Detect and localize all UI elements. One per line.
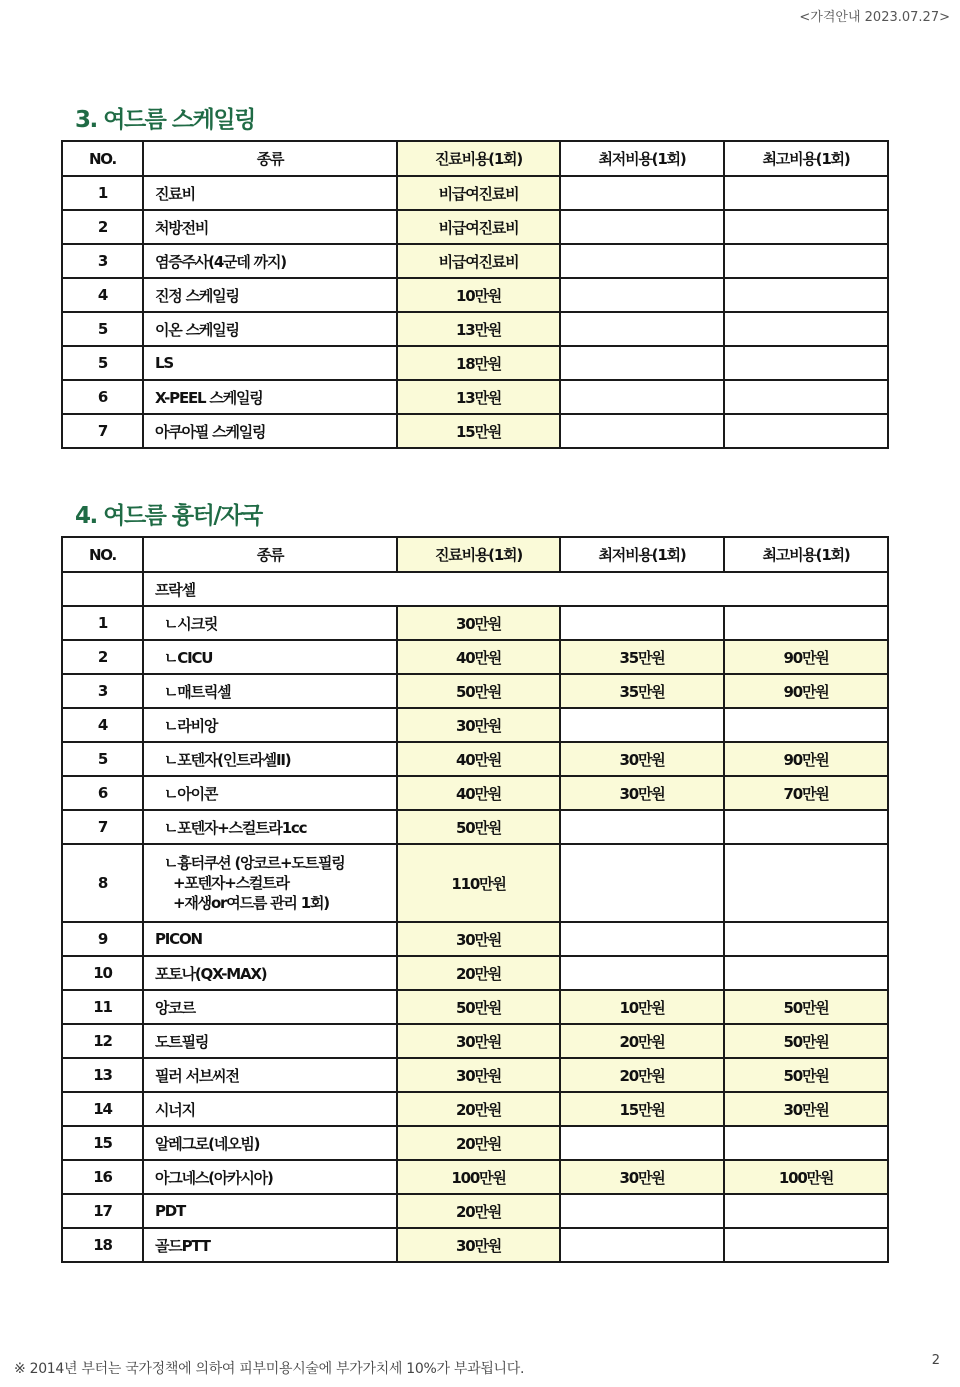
row-no: 18 [62,1228,143,1262]
table-row [62,640,888,674]
row-max [724,414,888,448]
row-max: 70만원 [724,776,888,810]
row-no: 4 [62,708,143,742]
row-no: 12 [62,1024,143,1058]
row-no: 9 [62,922,143,956]
row-fee: 20만원 [397,1194,560,1228]
row-fee: 18만원 [397,346,560,380]
row-fee: 20만원 [397,956,560,990]
row-fee: 13만원 [397,312,560,346]
row-name: 아그네스(아카시아) [143,1160,397,1194]
row-no: 2 [62,210,143,244]
row-min [560,922,724,956]
row-fee: 30만원 [397,606,560,640]
row-no: 8 [62,844,143,922]
row-name: 염증주사(4군데 까지) [143,244,397,278]
table-row [62,810,888,844]
row-min [560,278,724,312]
table-row [62,1160,888,1194]
table-row [62,176,888,210]
row-fee: 비급여진료비 [397,210,560,244]
row-max: 50만원 [724,1024,888,1058]
table-row [62,1092,888,1126]
row-max [724,922,888,956]
combo-line-2: +포텐자+스컬트라 [173,874,289,892]
row-name: ㄴ포텐자+스컬트라1cc [143,810,397,844]
row-min [560,210,724,244]
row-min: 10만원 [560,990,724,1024]
row-min [560,244,724,278]
row-name: X-PEEL 스케일링 [143,380,397,414]
row-no: 5 [62,346,143,380]
row-fee: 20만원 [397,1126,560,1160]
acne-scar-price-table [61,536,889,1263]
row-min: 20만원 [560,1058,724,1092]
row-name: ㄴ포텐자(인트라셀II) [143,742,397,776]
table-row [62,1058,888,1092]
row-min: 30만원 [560,742,724,776]
row-fee: 40만원 [397,776,560,810]
row-fee: 30만원 [397,708,560,742]
row-name: 아쿠아필 스케일링 [143,414,397,448]
table-row [62,674,888,708]
row-name: 이온 스케일링 [143,312,397,346]
row-name: ㄴ아이콘 [143,776,397,810]
row-name: ㄴ라비앙 [143,708,397,742]
table-row [62,776,888,810]
row-max: 30만원 [724,1092,888,1126]
col-header-type: 종류 [143,141,397,176]
col-header-min: 최저비용(1회) [560,537,724,572]
price-notice-date: <가격안내 2023.07.27> [799,10,950,25]
row-max [724,844,888,922]
row-max [724,380,888,414]
row-min [560,956,724,990]
row-no: 17 [62,1194,143,1228]
row-max: 50만원 [724,990,888,1024]
row-no: 11 [62,990,143,1024]
row-max [724,312,888,346]
col-header-min: 최저비용(1회) [560,141,724,176]
row-min [560,606,724,640]
table-row [62,922,888,956]
row-fee: 110만원 [397,844,560,922]
row-max [724,244,888,278]
table-row [62,244,888,278]
row-name: ㄴ매트릭셀 [143,674,397,708]
row-max [724,1194,888,1228]
row-fee: 30만원 [397,1058,560,1092]
group-row-fraxel [62,572,888,606]
row-no [62,572,143,606]
col-header-fee: 진료비용(1회) [397,141,560,176]
section-title-acne-scar: 4. 여드름 흉터/자국 [75,503,262,529]
table-row [62,1024,888,1058]
row-min [560,844,724,922]
col-header-fee: 진료비용(1회) [397,537,560,572]
table-row [62,346,888,380]
row-fee: 비급여진료비 [397,244,560,278]
row-max [724,606,888,640]
row-min [560,708,724,742]
row-no: 2 [62,640,143,674]
row-no: 7 [62,414,143,448]
row-min [560,312,724,346]
row-max: 50만원 [724,1058,888,1092]
row-min [560,1228,724,1262]
row-fee: 비급여진료비 [397,176,560,210]
table-header-row [62,141,888,176]
col-header-max: 최고비용(1회) [724,141,888,176]
row-max [724,346,888,380]
row-fee: 30만원 [397,1024,560,1058]
row-min [560,1126,724,1160]
table-row-combo [62,844,888,922]
row-fee: 50만원 [397,810,560,844]
row-no: 5 [62,742,143,776]
row-min [560,1194,724,1228]
row-fee: 30만원 [397,922,560,956]
row-name: 진정 스케일링 [143,278,397,312]
section-title-acne-scaling: 3. 여드름 스케일링 [75,107,255,133]
col-header-max: 최고비용(1회) [724,537,888,572]
table-row [62,708,888,742]
row-name: PDT [143,1194,397,1228]
row-fee: 50만원 [397,990,560,1024]
row-min: 20만원 [560,1024,724,1058]
row-fee: 30만원 [397,1228,560,1262]
row-max: 100만원 [724,1160,888,1194]
row-no: 13 [62,1058,143,1092]
row-max [724,278,888,312]
row-name: ㄴ시크릿 [143,606,397,640]
row-name-multiline [143,844,397,922]
row-max: 90만원 [724,640,888,674]
row-min [560,380,724,414]
row-no: 7 [62,810,143,844]
row-fee: 40만원 [397,640,560,674]
row-max [724,210,888,244]
row-min: 15만원 [560,1092,724,1126]
table-row [62,380,888,414]
row-no: 4 [62,278,143,312]
row-fee: 20만원 [397,1092,560,1126]
row-max [724,1228,888,1262]
row-no: 5 [62,312,143,346]
row-no: 6 [62,776,143,810]
row-min [560,810,724,844]
row-no: 15 [62,1126,143,1160]
row-name: 처방전비 [143,210,397,244]
row-min: 35만원 [560,674,724,708]
combo-line-3: +재생or여드름 관리 1회) [173,894,329,912]
row-max [724,708,888,742]
row-no: 3 [62,244,143,278]
row-name: 앙코르 [143,990,397,1024]
table-row [62,1194,888,1228]
row-no: 16 [62,1160,143,1194]
row-fee: 13만원 [397,380,560,414]
row-fee: 10만원 [397,278,560,312]
acne-scaling-price-table [61,140,889,449]
row-name: PICON [143,922,397,956]
table-row [62,742,888,776]
row-max [724,176,888,210]
row-max: 90만원 [724,742,888,776]
row-name: ㄴCICU [143,640,397,674]
row-min: 30만원 [560,776,724,810]
table-row [62,278,888,312]
col-header-no: NO. [62,537,143,572]
row-fee: 50만원 [397,674,560,708]
row-min [560,176,724,210]
row-fee: 15만원 [397,414,560,448]
row-min: 35만원 [560,640,724,674]
row-fee: 40만원 [397,742,560,776]
vat-footnote: ※ 2014년 부터는 국가정책에 의하여 피부미용시술에 부가가치세 10%가 부과됩니다. [14,1361,525,1377]
row-name: 진료비 [143,176,397,210]
row-min [560,414,724,448]
row-name: 골드PTT [143,1228,397,1262]
page-number: 2 [931,1353,940,1368]
table-header-row [62,537,888,572]
table-row [62,956,888,990]
row-name: 포토나(QX-MAX) [143,956,397,990]
table-row [62,414,888,448]
row-name: 알레그로(네오빔) [143,1126,397,1160]
row-max [724,810,888,844]
row-no: 6 [62,380,143,414]
row-no: 3 [62,674,143,708]
row-no: 10 [62,956,143,990]
row-fee: 100만원 [397,1160,560,1194]
table-row [62,1228,888,1262]
col-header-type: 종류 [143,537,397,572]
group-label: 프락셀 [143,572,888,606]
combo-line-1: ㄴ흉터쿠션 (앙코르+도트필링 [164,854,345,872]
table-row [62,606,888,640]
table-row [62,990,888,1024]
row-no: 1 [62,176,143,210]
row-max [724,956,888,990]
row-no: 14 [62,1092,143,1126]
table-row [62,1126,888,1160]
row-max: 90만원 [724,674,888,708]
col-header-no: NO. [62,141,143,176]
row-name: LS [143,346,397,380]
row-min: 30만원 [560,1160,724,1194]
row-name: 시너지 [143,1092,397,1126]
row-max [724,1126,888,1160]
table-row [62,210,888,244]
row-no: 1 [62,606,143,640]
row-name: 필러 서브씨전 [143,1058,397,1092]
row-name: 도트필링 [143,1024,397,1058]
table-row [62,312,888,346]
row-min [560,346,724,380]
